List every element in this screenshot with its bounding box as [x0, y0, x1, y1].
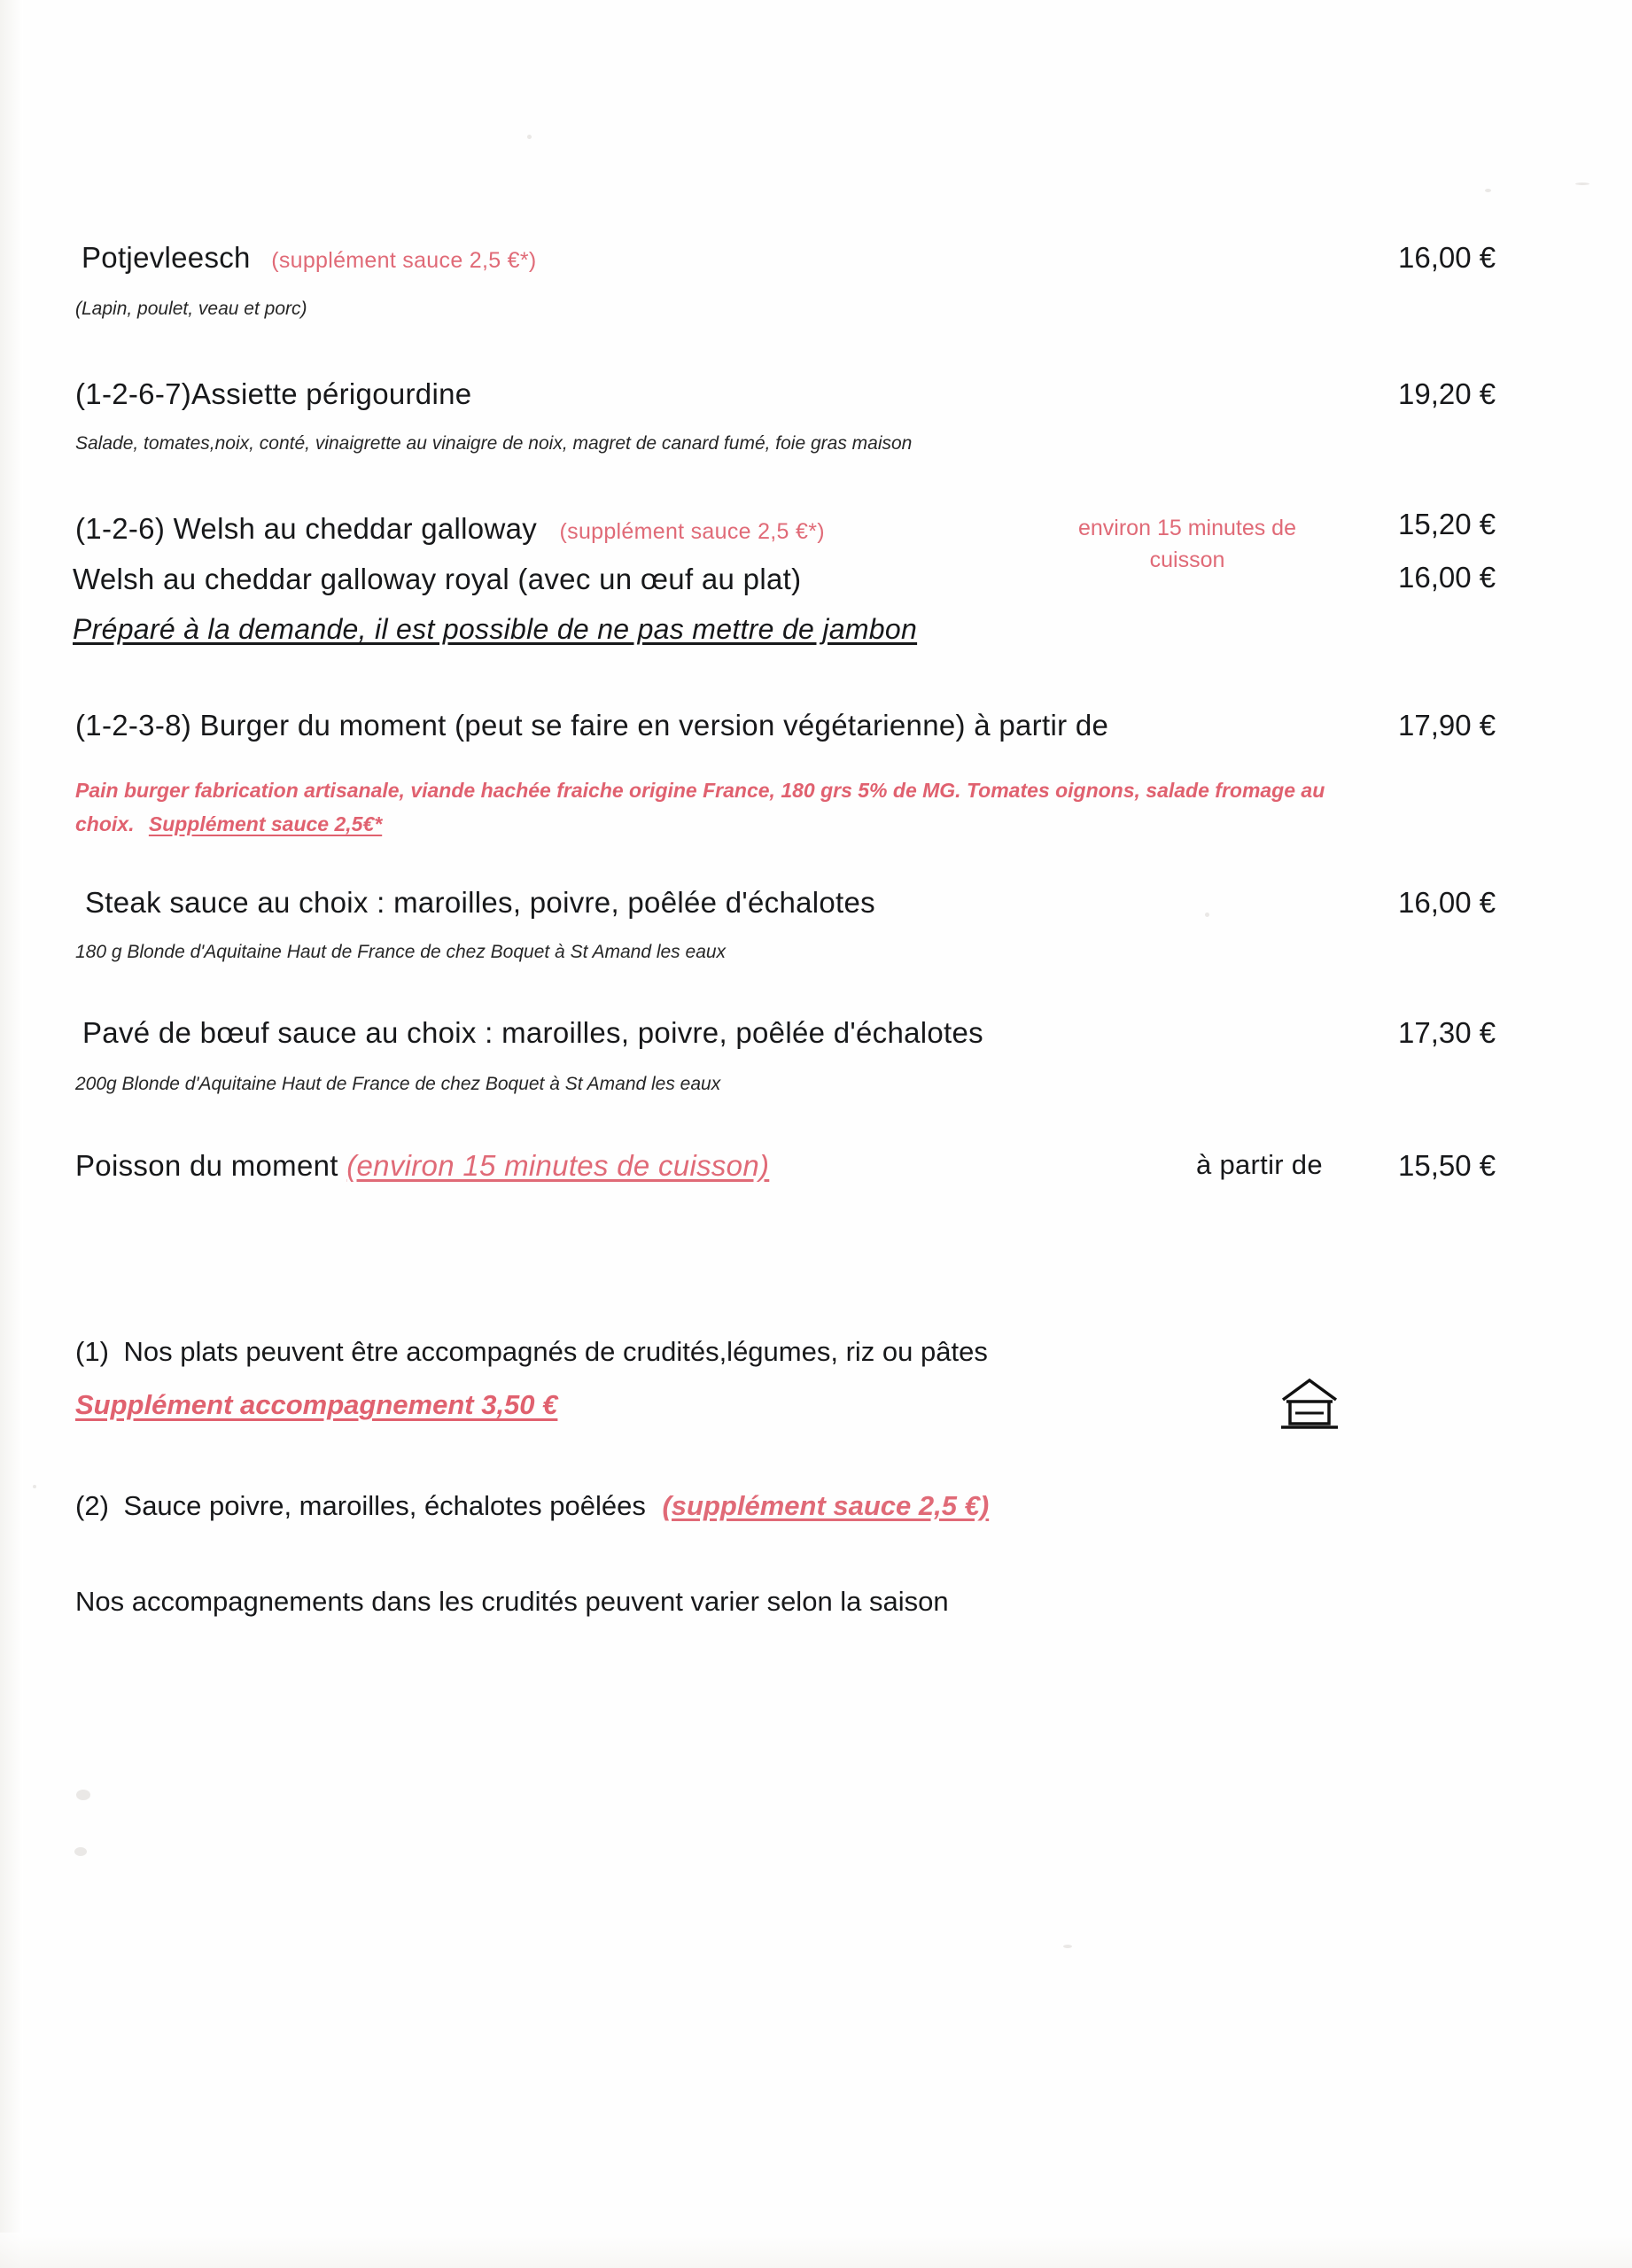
menu-item-price: 16,00 € — [1398, 241, 1496, 274]
menu-item-price: 15,20 € — [1398, 508, 1496, 540]
item-supplement: (supplément sauce 2,5 €*) — [559, 519, 825, 544]
item-name-text: Potjevleesch — [82, 241, 251, 274]
cooking-time-note: environ 15 minutes de cuisson — [1078, 516, 1296, 573]
scan-edge-left — [0, 0, 23, 2268]
scan-speck — [1485, 189, 1491, 192]
menu-item-variant-name: Welsh au cheddar galloway royal (avec un œuf au plat) — [73, 563, 802, 595]
menu-item-name — [75, 512, 825, 546]
scan-speck — [74, 1847, 87, 1856]
cooking-time-note: (environ 15 minutes de cuisson) — [346, 1149, 770, 1182]
home-stamp-icon — [1276, 1375, 1343, 1430]
scan-speck — [527, 135, 532, 139]
menu-item-name: (1-2-6-7)Assiette périgourdine — [75, 377, 472, 410]
footnote-1 — [75, 1336, 988, 1368]
menu-item-description: (Lapin, poulet, veau et porc) — [75, 299, 307, 319]
scan-speck — [33, 1485, 36, 1488]
burger-supplement: Supplément sauce 2,5€* — [148, 812, 383, 835]
footnote-1-text: Nos plats peuvent être accompagnés de crudités,légumes, riz ou pâtes — [123, 1336, 988, 1367]
menu-item-description: Salade, tomates,noix, conté, vinaigrette au vinaigre de noix, magret de canard fumé, foie gras maison — [75, 433, 913, 454]
scan-speck — [1063, 1945, 1072, 1948]
menu-item-name: Pavé de bœuf sauce au choix : maroilles, poivre, poêlée d'échalotes — [82, 1016, 983, 1049]
footnote-2-text: Sauce poivre, maroilles, échalotes poêlées — [123, 1490, 646, 1521]
menu-item-remark: Préparé à la demande, il est possible de ne pas mettre de jambon — [73, 613, 918, 645]
menu-item-name: (1-2-3-8) Burger du moment (peut se faire en version végétarienne) à partir de — [75, 709, 1109, 742]
item-name-text: Poisson du moment — [75, 1149, 338, 1182]
scan-edge-bottom — [0, 2233, 1632, 2268]
menu-item-variant-price: 16,00 € — [1398, 561, 1496, 594]
scan-speck — [76, 1790, 90, 1800]
menu-item-description: 180 g Blonde d'Aquitaine Haut de France de chez Boquet à St Amand les eaux — [75, 942, 727, 962]
menu-item-price: 17,30 € — [1398, 1016, 1496, 1049]
footnote-2-id: (2) — [75, 1490, 109, 1521]
menu-item-name — [75, 1149, 769, 1183]
menu-item-description: 200g Blonde d'Aquitaine Haut de France de chez Boquet à St Amand les eaux — [75, 1074, 721, 1094]
menu-item-price: 17,90 € — [1398, 709, 1496, 742]
footnote-1-highlight: Supplément accompagnement 3,50 € — [75, 1389, 558, 1420]
burger-description-text: Pain burger fabrication artisanale, viande hachée fraiche origine France, 180 grs 5% de MG. Tomates oignons, salade fromage au choix. — [75, 779, 1325, 835]
footnote-2 — [75, 1490, 989, 1522]
footnote-1-id: (1) — [75, 1336, 109, 1367]
closing-note: Nos accompagnements dans les crudités peuvent varier selon la saison — [75, 1586, 949, 1617]
menu-item-price: 16,00 € — [1398, 886, 1496, 919]
scan-speck — [1205, 913, 1209, 917]
menu-item-price: 15,50 € — [1398, 1149, 1496, 1182]
scan-speck — [1575, 183, 1589, 185]
menu-item-name — [82, 241, 537, 275]
price-prefix: à partir de — [1196, 1149, 1323, 1180]
menu-item-name: Steak sauce au choix : maroilles, poivre, poêlée d'échalotes — [85, 886, 875, 919]
menu-item-description — [75, 774, 1333, 842]
menu-item-price: 19,20 € — [1398, 377, 1496, 410]
item-name-text: (1-2-6) Welsh au cheddar galloway — [75, 512, 538, 545]
item-supplement: (supplément sauce 2,5 €*) — [271, 248, 537, 273]
footnote-2-highlight: (supplément sauce 2,5 €) — [662, 1490, 990, 1521]
